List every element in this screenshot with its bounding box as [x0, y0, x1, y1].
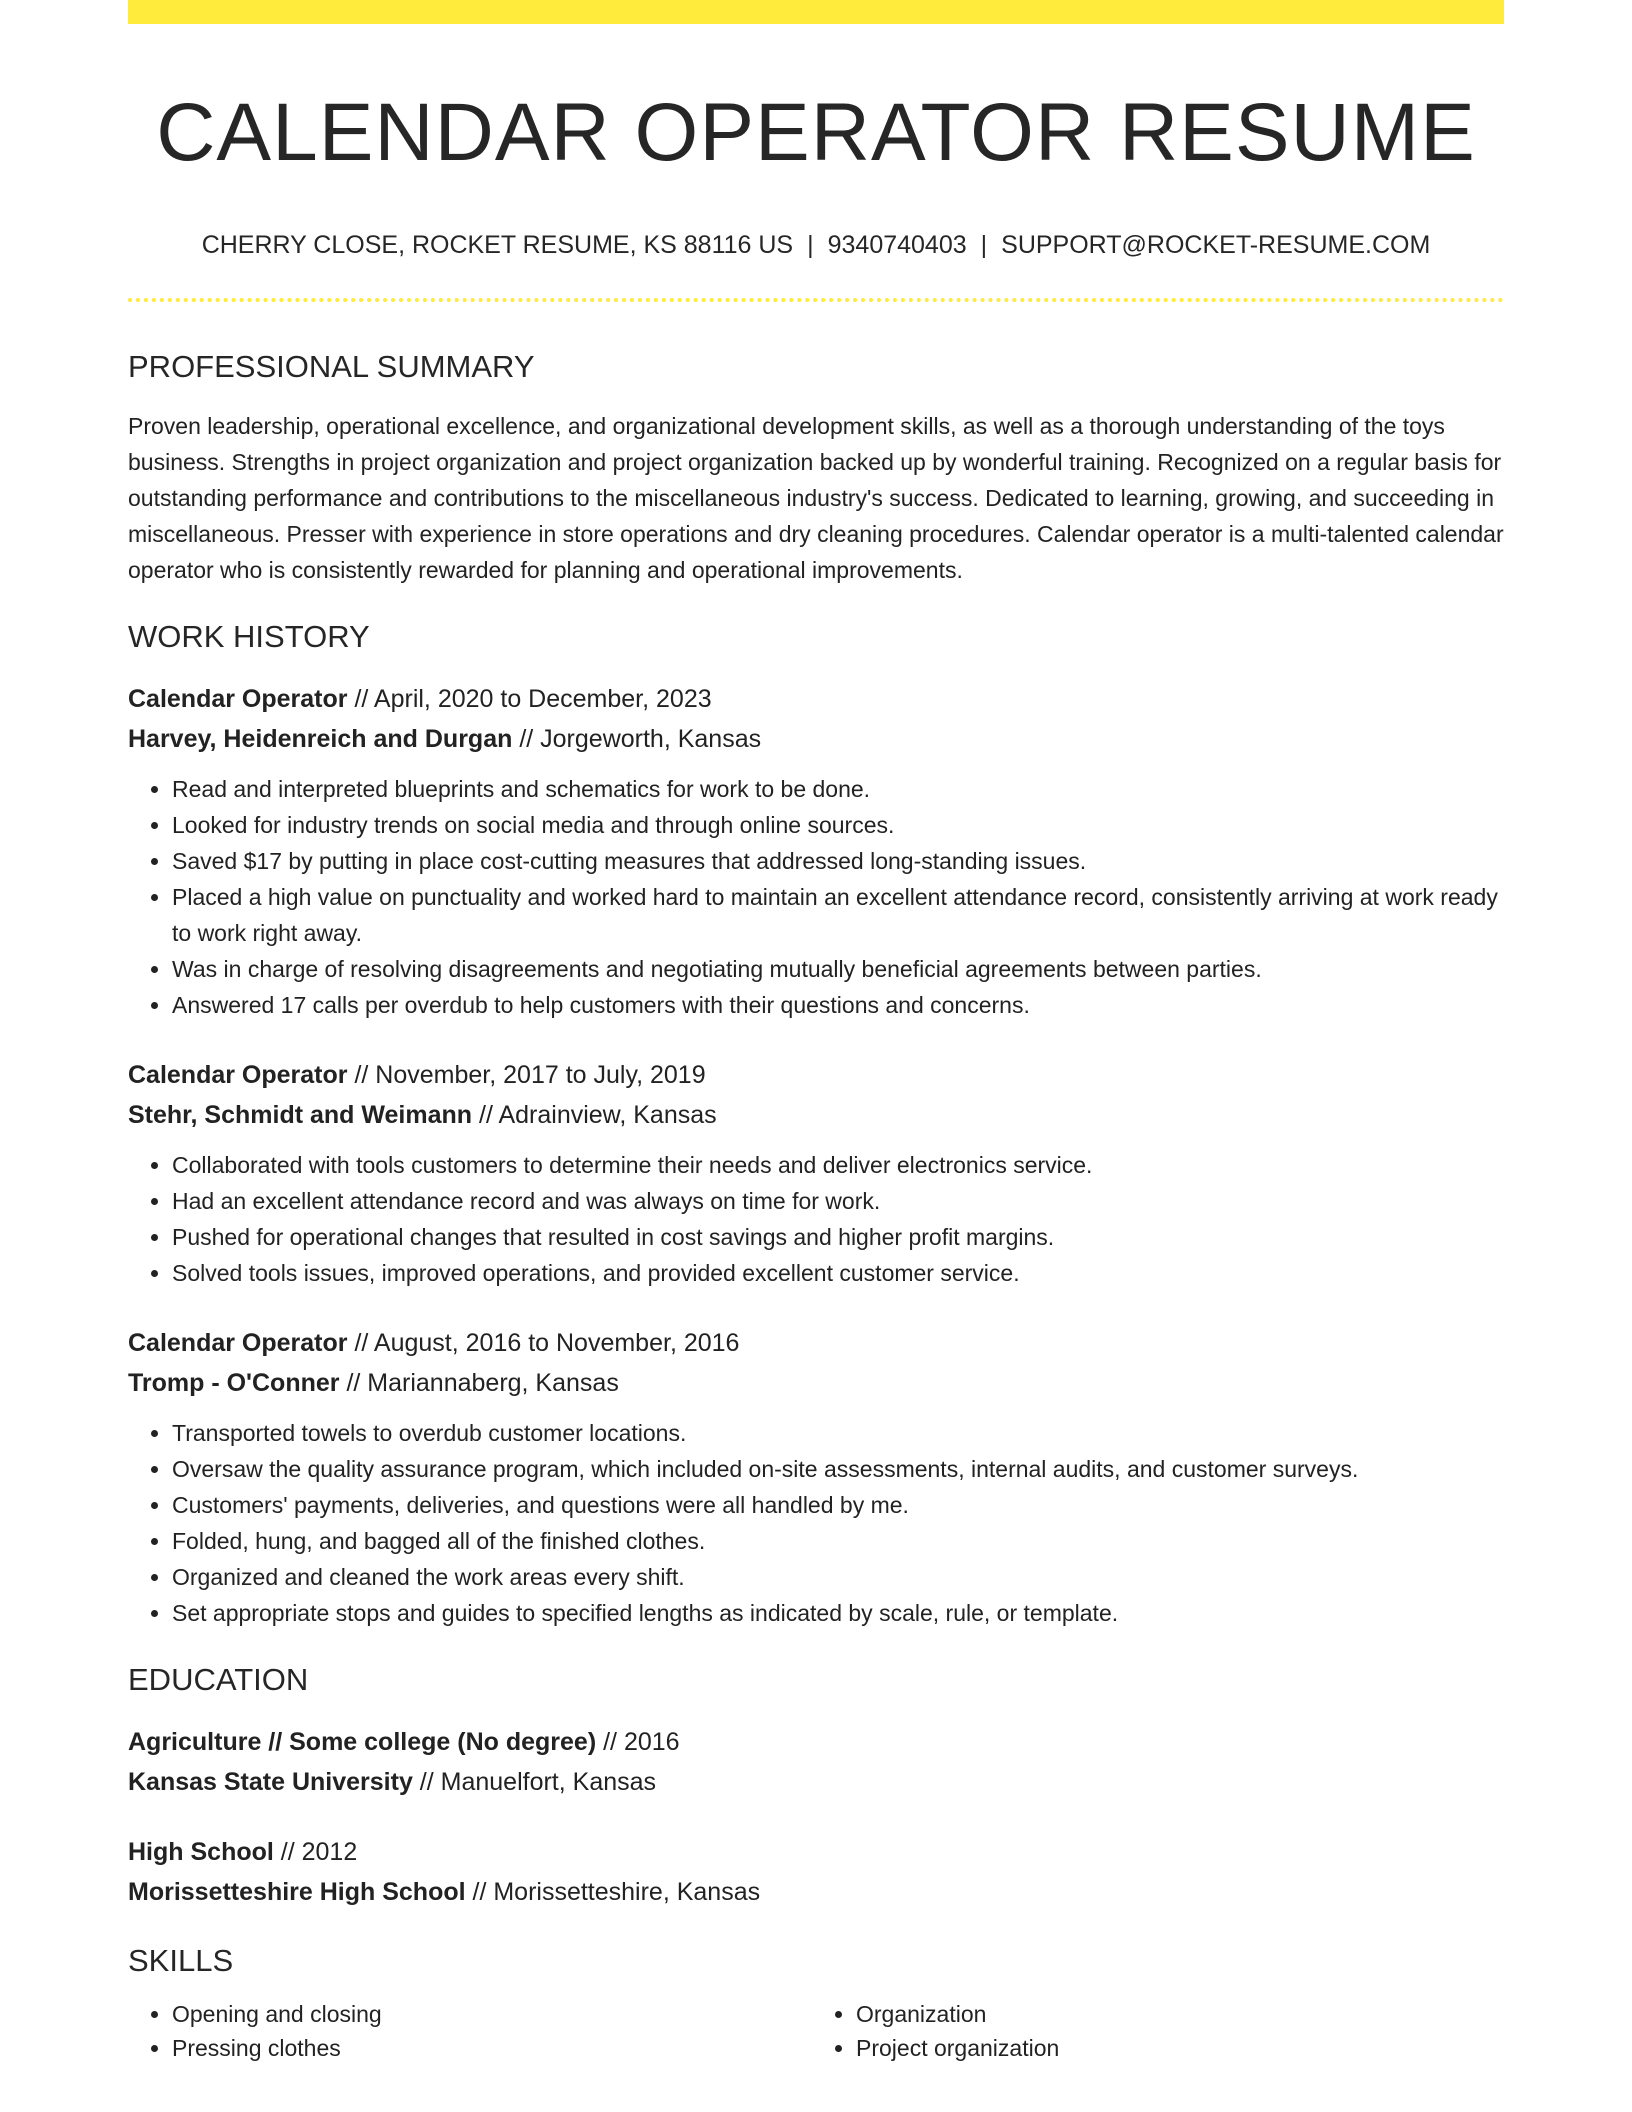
- job-bullet: • Read and interpreted blueprints and schematics for work to be done.: [172, 771, 1504, 807]
- job-company-line: [128, 1363, 1504, 1403]
- job-bullet: • Looked for industry trends on social media and through online sources.: [172, 807, 1504, 843]
- contact-address: CHERRY CLOSE, ROCKET RESUME, KS 88116 US: [201, 231, 794, 260]
- job-entry: [128, 679, 1504, 1023]
- education-year: // 2012: [273, 1837, 358, 1866]
- job-bullet: • Was in charge of resolving disagreements and negotiating mutually beneficial agreements between parties.: [172, 951, 1504, 987]
- job-location: // Mariannaberg, Kansas: [339, 1368, 619, 1397]
- job-location: // Adrainview, Kansas: [472, 1100, 717, 1129]
- skill-item: • Opening and closing: [172, 1997, 812, 2031]
- job-bullet: • Collaborated with tools customers to determine their needs and deliver electronics service.: [172, 1147, 1504, 1183]
- education-school-line: [128, 1872, 1504, 1912]
- job-company-line: [128, 719, 1504, 759]
- skill-item: • Organization: [856, 1997, 1496, 2031]
- education-degree-line: [128, 1722, 1504, 1762]
- job-company: Harvey, Heidenreich and Durgan: [128, 724, 513, 753]
- job-dates: // August, 2016 to November, 2016: [347, 1328, 740, 1357]
- job-bullet: • Answered 17 calls per overdub to help customers with their questions and concerns.: [172, 987, 1504, 1023]
- job-title: Calendar Operator: [128, 1328, 348, 1357]
- job-company: Stehr, Schmidt and Weimann: [128, 1100, 473, 1129]
- job-bullet: • Oversaw the quality assurance program, which included on-site assessments, internal audits, and customer surveys.: [172, 1451, 1504, 1487]
- job-title-line: [128, 1055, 1504, 1095]
- job-bullet: • Organized and cleaned the work areas every shift.: [172, 1559, 1504, 1595]
- contact-separator: |: [807, 231, 814, 260]
- job-title: Calendar Operator: [128, 684, 348, 713]
- job-location: // Jorgeworth, Kansas: [512, 724, 762, 753]
- resume-title: CALENDAR OPERATOR RESUME: [156, 87, 1476, 178]
- education-year: // 2016: [596, 1727, 680, 1756]
- contact-separator: |: [980, 231, 988, 260]
- job-bullet: • Had an excellent attendance record and was always on time for work.: [172, 1183, 1504, 1219]
- education-location: // Morissetteshire, Kansas: [465, 1877, 761, 1906]
- job-bullet: • Pushed for operational changes that resulted in cost savings and higher profit margins.: [172, 1219, 1504, 1255]
- education-degree-line: [128, 1832, 1504, 1872]
- skills-list: [128, 1997, 1504, 2065]
- job-bullet: • Set appropriate stops and guides to specified lengths as indicated by scale, rule, or template.: [172, 1595, 1504, 1631]
- work-history-heading: WORK HISTORY: [128, 618, 370, 654]
- job-title: Calendar Operator: [128, 1060, 348, 1089]
- education-school-line: [128, 1762, 1504, 1802]
- education-school: Morissetteshire High School: [128, 1877, 466, 1906]
- job-entry: [128, 1055, 1504, 1291]
- skills-column-right: [812, 1997, 1496, 2065]
- summary-heading: PROFESSIONAL SUMMARY: [128, 349, 535, 385]
- skills-heading: SKILLS: [128, 1942, 234, 1978]
- education-entry: [128, 1832, 1504, 1912]
- job-dates: // November, 2017 to July, 2019: [347, 1060, 706, 1089]
- job-entry: [128, 1323, 1504, 1631]
- skills-column-left: [128, 1997, 812, 2065]
- job-bullet: • Placed a high value on punctuality and worked hard to maintain an excellent attendance record, consistently arriving at work ready to work right away.: [172, 879, 1504, 951]
- resume-page: [128, 0, 1504, 2065]
- job-title-line: [128, 1323, 1504, 1363]
- job-bullet: • Solved tools issues, improved operations, and provided excellent customer service.: [172, 1255, 1504, 1291]
- education-entry: [128, 1722, 1504, 1802]
- contact-email: SUPPORT@ROCKET-RESUME.COM: [1001, 231, 1431, 260]
- education-school: Kansas State University: [128, 1767, 413, 1796]
- education-location: // Manuelfort, Kansas: [412, 1767, 657, 1796]
- job-company-line: [128, 1095, 1504, 1135]
- job-bullets: [128, 1415, 1504, 1631]
- job-title-line: [128, 679, 1504, 719]
- job-company: Tromp - O'Conner: [128, 1368, 340, 1397]
- contact-line: [128, 230, 1504, 260]
- education-degree: High School: [128, 1837, 274, 1866]
- contact-phone: 9340740403: [827, 231, 967, 260]
- job-bullet: • Customers' payments, deliveries, and questions were all handled by me.: [172, 1487, 1504, 1523]
- job-dates: // April, 2020 to December, 2023: [347, 684, 712, 713]
- education-degree: Agriculture // Some college (No degree): [128, 1727, 597, 1756]
- job-bullet: • Folded, hung, and bagged all of the finished clothes.: [172, 1523, 1504, 1559]
- job-bullet: • Saved $17 by putting in place cost-cutting measures that addressed long-standing issues.: [172, 843, 1504, 879]
- skill-item: • Pressing clothes: [172, 2031, 812, 2065]
- job-bullet: • Transported towels to overdub customer locations.: [172, 1415, 1504, 1451]
- skill-item: • Project organization: [856, 2031, 1496, 2065]
- job-bullets: [128, 1147, 1504, 1291]
- summary-text: Proven leadership, operational excellence, and organizational development skills, as well as a thorough understanding of the toys business. Strengths in project organization and project organization backed up by wonderful training. Recognized on a regular basis for outstanding performance and contributions to the miscellaneous industry's success. Dedicated to learning, growing, and succeeding in miscellaneous. Presser with experience in store operations and dry cleaning procedures. Calendar operator is a multi-talented calendar operator who is consistently rewarded for planning and operational improvements.: [128, 412, 1504, 583]
- dotted-divider: [128, 298, 1504, 302]
- job-bullets: [128, 771, 1504, 1023]
- education-heading: EDUCATION: [128, 1661, 309, 1697]
- top-accent-bar: [128, 0, 1504, 24]
